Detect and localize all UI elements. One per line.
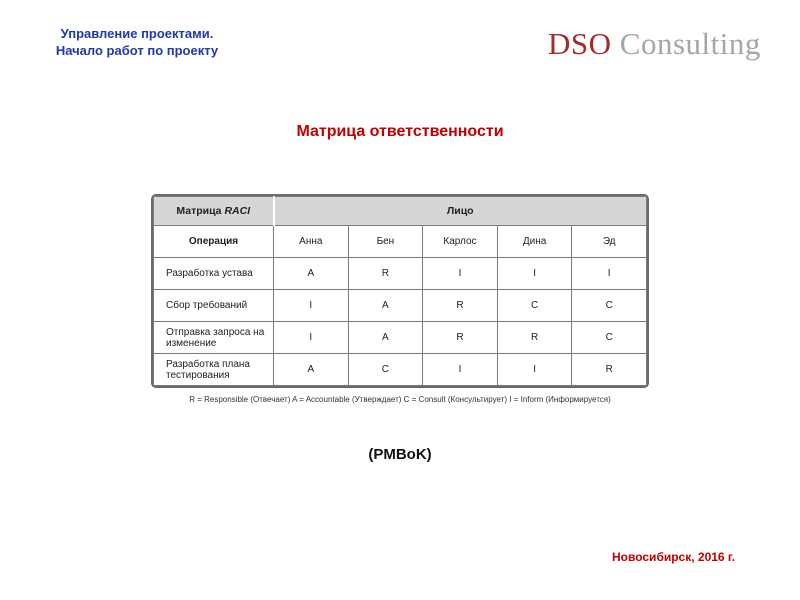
task-name: Сбор требований [154,290,274,322]
task-name: Разработка устава [154,258,274,290]
raci-cell: A [274,354,349,386]
raci-cell: I [423,354,498,386]
table-group-label: Лицо [274,197,647,226]
raci-table-container [151,194,649,388]
raci-cell: R [572,354,647,386]
table-row [154,290,647,322]
raci-cell: I [497,258,572,290]
raci-cell: C [497,290,572,322]
table-row [154,354,647,386]
raci-cell: C [572,290,647,322]
header-line-2: Начало работ по проекту [55,43,219,58]
raci-cell: A [348,290,423,322]
logo-consulting: Consulting [619,26,761,61]
person-name: Эд [572,226,647,258]
slide-title: Матрица ответственности [296,123,504,140]
raci-cell: R [348,258,423,290]
person-name: Карлос [423,226,498,258]
operation-header: Операция [154,226,274,258]
table-header-row [154,197,647,226]
raci-cell: I [497,354,572,386]
task-name: Отправка запроса на изменение [154,322,274,354]
task-name: Разработка плана тестирования [154,354,274,386]
raci-cell: I [274,322,349,354]
raci-cell: R [497,322,572,354]
raci-cell: R [423,322,498,354]
table-row [154,322,647,354]
raci-cell: C [348,354,423,386]
raci-cell: R [423,290,498,322]
raci-legend: R = Responsible (Отвечает) A = Accountable (Утверждает) C = Consult (Консультирует) I = Inform (Информируется) [189,395,611,404]
raci-table [153,196,647,386]
raci-cell: I [274,290,349,322]
raci-cell: A [274,258,349,290]
company-logo [548,26,761,62]
person-name: Дина [497,226,572,258]
person-name: Бен [348,226,423,258]
footer-location-year: Новосибирск, 2016 г. [612,550,736,564]
header-course-title [52,25,222,59]
raci-cell: I [572,258,647,290]
logo-dso: DSO [548,26,612,61]
table-row [154,258,647,290]
person-name: Анна [274,226,349,258]
raci-cell: I [423,258,498,290]
source-label: (PMBoK) [368,446,432,463]
table-people-row [154,226,647,258]
header-line-1: Управление проектами. [60,26,214,41]
raci-cell: A [348,322,423,354]
raci-cell: C [572,322,647,354]
table-corner-label: Матрица RACI [154,197,274,226]
